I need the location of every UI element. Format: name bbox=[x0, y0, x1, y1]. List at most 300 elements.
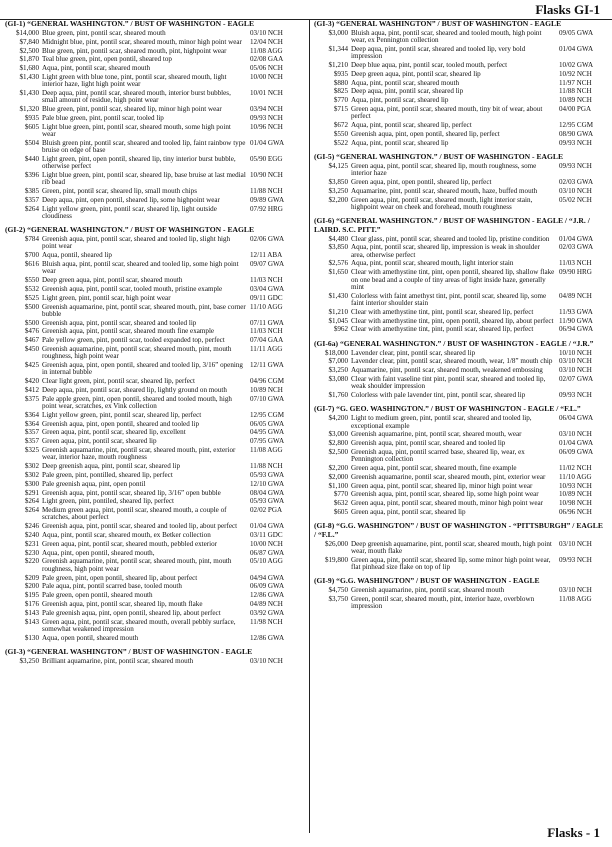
price-value: $3,250 bbox=[328, 366, 348, 375]
price-value: $3,000 bbox=[328, 28, 348, 37]
description-text: Greenish aquamarine, pint, pontil scar, sheared mouth, pint, mouth roughness, high point wear bbox=[42, 557, 232, 573]
description-text: Brilliant aquamarine, pint, pontil scar, sheared mouth bbox=[42, 656, 194, 665]
listing-entry bbox=[314, 557, 603, 572]
listing-entry bbox=[314, 46, 603, 61]
description-text: Deep aqua, pint, pontil scar, sheared mouth, interior burst bubbles, small amount of residue, high point wear bbox=[42, 88, 231, 105]
section-heading: (GI-3) “GENERAL WASHINGTON” / BUST OF WASHINGTON - EAGLE bbox=[5, 646, 253, 656]
sale-code: 07/10 GWA bbox=[250, 394, 285, 403]
listing-entry bbox=[5, 48, 294, 55]
sale-code: 10/98 NCH bbox=[559, 499, 592, 508]
price-value: $770 bbox=[333, 96, 348, 105]
price-value: $935 bbox=[24, 113, 39, 122]
sale-code: 11/93 GWA bbox=[559, 307, 593, 316]
sale-code: 01/04 GWA bbox=[559, 234, 594, 243]
description-text: Greenish aqua, pint, open pontil, sheared lip, perfect bbox=[351, 129, 500, 138]
listing-entry bbox=[5, 490, 294, 497]
listing-entry bbox=[314, 376, 603, 391]
sale-code: 03/10 NCH bbox=[250, 28, 283, 37]
description-text: Light blue green, pint, pontil scar, sheared mouth, some high point wear bbox=[42, 122, 231, 138]
sale-code: 10/01 NCH bbox=[250, 88, 283, 97]
price-value: $7,000 bbox=[328, 357, 348, 366]
description-text: Pale greenish aqua, pint, open pontil, sheared lip, about perfect bbox=[42, 608, 221, 617]
price-value: $522 bbox=[333, 138, 348, 147]
sale-code: 04/94 GWA bbox=[250, 573, 285, 582]
price-value: $550 bbox=[333, 129, 348, 138]
price-value: $525 bbox=[24, 293, 39, 302]
listing-entry bbox=[314, 587, 603, 594]
sale-code: 02/06 GWA bbox=[250, 235, 285, 244]
listing-entry bbox=[5, 498, 294, 505]
sale-code: 09/93 NCH bbox=[559, 555, 592, 564]
description-text: Aqua, pint, pontil scar, sheared mouth, ex Betker collection bbox=[42, 531, 211, 540]
description-text: Green aqua, pint, pontil scar, sheared mouth, pebbled exterior bbox=[42, 539, 218, 548]
price-value: $3,250 bbox=[328, 186, 348, 195]
description-text: Deep green aqua, pint, pontil scar, sheared lip bbox=[351, 69, 481, 78]
description-text: Medium green aqua, pint, pontil scar, sheared mouth, a couple of scratches, about perfect bbox=[42, 506, 227, 522]
sale-code: 06/94 GWA bbox=[559, 325, 594, 334]
description-text: Green aqua, pint, pontil scar, sheared lip, mouth roughness, some interior haze bbox=[351, 161, 537, 178]
listing-entry bbox=[314, 491, 603, 498]
sale-code: 03/10 NCH bbox=[250, 656, 283, 665]
listing-entry bbox=[314, 326, 603, 333]
sale-code: 05/06 NCH bbox=[250, 64, 283, 73]
price-value: $425 bbox=[24, 361, 39, 370]
sale-code: 06/96 NCH bbox=[559, 507, 592, 516]
sale-code: 11/02 NCH bbox=[559, 464, 592, 472]
price-value: $396 bbox=[24, 170, 39, 179]
description-text: Pale apple green, pint, open pontil, sheared and tooled mouth, high point wear, scratches, ex Vink collection bbox=[42, 394, 232, 411]
description-text: Pale green, open pontil, sheared mouth bbox=[42, 591, 153, 600]
price-value: $672 bbox=[333, 121, 348, 130]
listing-entry bbox=[5, 337, 294, 344]
price-value: $4,750 bbox=[328, 586, 348, 595]
listing-entry bbox=[5, 463, 294, 470]
description-text: Deep green aqua, pint, pontil scar, sheared mouth bbox=[42, 276, 183, 285]
section-heading: (GI-3) “GENERAL WASHINGTON” / BUST OF WASHINGTON - EAGLE bbox=[314, 19, 562, 28]
price-value: $632 bbox=[333, 499, 348, 508]
sale-code: 11/88 NCH bbox=[559, 87, 592, 96]
price-value: $784 bbox=[24, 235, 39, 244]
price-value: $715 bbox=[333, 105, 348, 114]
price-value: $962 bbox=[333, 325, 348, 334]
sale-code: 08/04 GWA bbox=[250, 488, 285, 497]
sale-code: 11/90 GWA bbox=[559, 316, 593, 325]
description-text: Greenish aqua, pint, pontil scar, sheared and tooled lip bbox=[42, 318, 197, 327]
description-text: Clear with amethystine tint, pint, open pontil, sheared lip, shallow flake on one bead and a couple of tiny areas of light inside haze, generally mint bbox=[351, 268, 555, 291]
sale-code: 09/93 NCH bbox=[250, 113, 283, 122]
sale-code: 02/07 GWA bbox=[559, 374, 594, 383]
listing-entry bbox=[314, 392, 603, 399]
sale-code: 10/89 NCH bbox=[250, 385, 283, 394]
description-text: Deep aqua, pint, pontil scar, sheared lip, lightly ground on mouth bbox=[42, 385, 227, 394]
description-text: Green aqua, pint, pontil scar, sheared lip bbox=[351, 507, 466, 516]
description-text: Greenish aquamarine, pint, pontil scar, sheared mouth, wear bbox=[351, 430, 522, 439]
description-text: Light to medium green, pint, pontil scar, sheared and tooled lip, exceptional example bbox=[351, 414, 532, 430]
sale-code: 09/93 NCH bbox=[559, 391, 592, 400]
price-value: $504 bbox=[24, 138, 39, 147]
description-text: Aqua, pint, pontil scar, sheared mouth bbox=[42, 64, 151, 73]
listing-entry bbox=[314, 62, 603, 69]
description-text: Greenish aqua, pint, pontil scar, sheared and tooled lip, slight high point wear bbox=[42, 235, 231, 251]
sale-code: 02/03 GWA bbox=[559, 178, 594, 187]
description-text: Greenish aqua, pint, open pontil, sheared and tooled lip, 3/16” opening in internal bubble bbox=[42, 361, 243, 377]
listing-entry bbox=[5, 197, 294, 204]
listing-entry bbox=[5, 236, 294, 251]
description-text: Green aqua, pint, pontil scar, sheared mouth, light interior stain, highpoint wear on cheek and forehead, mouth roughness bbox=[351, 195, 533, 211]
description-text: Clear with faint vaseline tint pint, pontil scar, sheared and tooled lip, weak shoulder impression bbox=[351, 374, 546, 391]
price-value: $364 bbox=[24, 410, 39, 419]
sale-code: 12/04 NCH bbox=[250, 37, 283, 46]
listing-entry bbox=[5, 30, 294, 37]
listing-entry bbox=[314, 449, 603, 464]
listing-entry bbox=[5, 156, 294, 171]
section-heading: (GI-1) “GENERAL WASHINGTON.” / BUST OF WASHINGTON - EAGLE bbox=[5, 19, 255, 28]
price-value: $2,200 bbox=[328, 195, 348, 204]
description-text: Light green, pint, pontil scar, high point wear bbox=[42, 293, 171, 302]
listing-entry bbox=[314, 596, 603, 611]
price-value: $176 bbox=[24, 599, 39, 608]
price-value: $200 bbox=[24, 582, 39, 591]
price-value: $364 bbox=[24, 419, 39, 428]
listing-entry bbox=[314, 163, 603, 178]
sale-code: 07/04 GAA bbox=[250, 336, 284, 345]
sale-code: 03/10 NCH bbox=[559, 366, 592, 375]
sale-code: 09/93 NCH bbox=[559, 138, 592, 147]
price-value: $325 bbox=[24, 446, 39, 455]
listing-entry bbox=[5, 592, 294, 599]
price-value: $825 bbox=[333, 87, 348, 96]
listing-entry bbox=[5, 115, 294, 122]
price-value: $700 bbox=[24, 251, 39, 260]
listing-entry bbox=[5, 320, 294, 327]
listing-entry bbox=[5, 286, 294, 293]
listing-entry bbox=[314, 483, 603, 490]
right-column bbox=[314, 20, 603, 611]
price-value: $412 bbox=[24, 385, 39, 394]
sale-code: 06/05 GWA bbox=[250, 419, 285, 428]
sale-code: 10/02 GWA bbox=[559, 61, 594, 70]
listing-entry bbox=[314, 244, 603, 259]
sale-code: 02/03 GWA bbox=[559, 243, 594, 252]
description-text: Green aqua, pint, pontil scar, sheared lip bbox=[42, 437, 157, 446]
listing-entry bbox=[314, 431, 603, 438]
sale-code: 05/90 EGG bbox=[250, 154, 283, 163]
sale-code: 10/00 NCH bbox=[250, 539, 283, 548]
price-value: $302 bbox=[24, 462, 39, 471]
price-value: $1,760 bbox=[328, 391, 348, 400]
listing-entry bbox=[5, 252, 294, 259]
price-value: $130 bbox=[24, 633, 39, 642]
sale-code: 03/11 GDC bbox=[250, 531, 283, 540]
price-value: $143 bbox=[24, 617, 39, 626]
listing-entry bbox=[5, 421, 294, 428]
sale-code: 11/03 NCH bbox=[250, 327, 283, 336]
description-text: Colorless with pale lavender tint, pint, pontil scar, sheared lip bbox=[351, 391, 526, 400]
description-text: Greenish aqua, pint, pontil scarred base, sheared lip, wear, ex Pennington collection bbox=[351, 447, 525, 464]
price-value: $467 bbox=[24, 336, 39, 345]
section-heading: (GI-9) “G.G. WASHINGTON” / BUST OF WASHINGTON - EAGLE bbox=[314, 576, 540, 586]
sale-code: 10/96 NCH bbox=[250, 122, 283, 131]
description-text: Aquamarine, pint, pontil scar, sheared mouth, weakened embossing bbox=[351, 366, 543, 375]
sale-code: 05/93 GWA bbox=[250, 497, 285, 506]
sale-code: 10/89 NCH bbox=[559, 490, 592, 499]
description-text: Pale yellow green, pint, pontil scar, tooled expanded top, perfect bbox=[42, 336, 225, 345]
listing-entry bbox=[5, 56, 294, 63]
listing-entry bbox=[5, 328, 294, 335]
listing-entry bbox=[5, 481, 294, 488]
sale-code: 06/09 GWA bbox=[250, 582, 285, 591]
section-heading: (GI-5) “GENERAL WASHINGTON.” / BUST OF WASHINGTON - EAGLE bbox=[314, 152, 564, 162]
sale-code: 04/96 CGM bbox=[250, 377, 285, 386]
price-value: $1,430 bbox=[328, 291, 348, 300]
listing-entry bbox=[5, 619, 294, 634]
sale-code: 08/90 GWA bbox=[559, 129, 594, 138]
listing-entry bbox=[314, 260, 603, 267]
price-value: $19,800 bbox=[324, 555, 348, 564]
sale-code: 12/86 GWA bbox=[250, 591, 285, 600]
description-text: Greenish aqua, pint, open pontil, sheared and tooled lip bbox=[42, 419, 200, 428]
sale-code: 05/02 NCH bbox=[559, 195, 592, 204]
sale-code: 11/10 AGG bbox=[559, 472, 592, 481]
sale-code: 05/93 GWA bbox=[250, 470, 285, 479]
sale-code: 10/00 NCH bbox=[250, 72, 283, 81]
price-value: $2,500 bbox=[328, 447, 348, 456]
description-text: Midnight blue, pint, pontil scar, sheared mouth, minor high point wear bbox=[42, 37, 242, 46]
sale-code: 07/95 GWA bbox=[250, 437, 285, 446]
listing-entry bbox=[314, 88, 603, 95]
price-value: $880 bbox=[333, 78, 348, 87]
sale-code: 11/88 NCH bbox=[250, 462, 283, 471]
description-text: Greenish aqua, pint, pontil scar, tooled mouth, pristine example bbox=[42, 284, 223, 293]
sale-code: 03/10 NCH bbox=[559, 186, 592, 195]
description-text: Colorless with faint amethyst tint, pint, pontil scar, sheared lip, some faint interior shoulder stain bbox=[351, 291, 547, 307]
price-value: $440 bbox=[24, 154, 39, 163]
sale-code: 06/87 GWA bbox=[250, 548, 285, 557]
price-value: $500 bbox=[24, 302, 39, 311]
sale-code: 10/93 NCH bbox=[559, 481, 592, 490]
sale-code: 03/92 GWA bbox=[250, 608, 285, 617]
description-text: Greenish aquamarine, pint, pontil scar, sheared mouth, pint, base corner bubble bbox=[42, 302, 246, 318]
listing-entry bbox=[5, 550, 294, 557]
description-text: Aqua, pint, pontil scar, sheared lip bbox=[351, 138, 449, 147]
section-heading: (GI-7) “G. GEO. WASHINGTON.” / BUST OF WASHINGTON - EAGLE / “F.L.” bbox=[314, 404, 581, 414]
description-text: Greenish aqua, pint, pontil scar, sheared lip, mouth flake bbox=[42, 599, 203, 608]
listing-entry bbox=[314, 500, 603, 507]
description-text: Green, pint, pontil scar, sheared lip, small mouth chips bbox=[42, 187, 197, 196]
listing-entry bbox=[314, 236, 603, 243]
price-value: $1,430 bbox=[19, 72, 39, 81]
listing-entry bbox=[5, 346, 294, 361]
listing-entry bbox=[314, 440, 603, 447]
description-text: Deep aqua, pint, pontil scar, sheared and tooled lip, very bold impression bbox=[351, 45, 526, 61]
description-text: Blue green, pint, pontil scar, sheared lip, minor high point wear bbox=[42, 105, 222, 114]
price-value: $500 bbox=[24, 318, 39, 327]
listing-entry bbox=[314, 293, 603, 308]
price-value: $264 bbox=[24, 506, 39, 515]
price-value: $3,850 bbox=[328, 178, 348, 187]
description-text: Green aqua, pint, open pontil, sheared lip, perfect bbox=[351, 178, 492, 187]
listing-entry bbox=[5, 65, 294, 72]
price-value: $935 bbox=[333, 69, 348, 78]
sale-code: 09/11 GDC bbox=[250, 293, 283, 302]
price-value: $385 bbox=[24, 187, 39, 196]
price-value: $605 bbox=[333, 507, 348, 516]
description-text: Pale greenish aqua, pint, open pontil bbox=[42, 479, 146, 488]
listing-entry bbox=[5, 507, 294, 522]
listing-entry bbox=[5, 277, 294, 284]
price-value: $476 bbox=[24, 327, 39, 336]
listing-entry bbox=[314, 188, 603, 195]
listing-entry bbox=[314, 197, 603, 212]
sale-code: 03/10 NCH bbox=[559, 357, 592, 366]
price-value: $450 bbox=[24, 345, 39, 353]
price-value: $1,650 bbox=[328, 268, 348, 277]
page-footer-title: Flasks - 1 bbox=[547, 825, 600, 840]
description-text: Green aqua, pint, pontil scar, sheared lip, minor high point wear bbox=[351, 481, 533, 490]
sale-code: 09/07 GWA bbox=[250, 260, 285, 269]
listing-entry bbox=[5, 106, 294, 113]
price-value: $302 bbox=[24, 470, 39, 479]
description-text: Lavender clear, pint, pontil scar, sheared mouth, wear, 1/8” mouth chip bbox=[351, 357, 553, 366]
sale-code: 11/08 AGG bbox=[250, 446, 283, 455]
sale-code: 12/11 ABA bbox=[250, 251, 283, 260]
sale-code: 07/11 GWA bbox=[250, 318, 284, 327]
listing-entry bbox=[5, 412, 294, 419]
sale-code: 11/08 AGG bbox=[559, 594, 592, 603]
description-text: Greenish aqua, pint, pontil scar, sheared and tooled lip bbox=[351, 439, 506, 448]
description-text: Clear glass, pint, pontil scar, sheared and tooled lip, pristine condition bbox=[351, 234, 550, 243]
sale-code: 03/04 GWA bbox=[250, 284, 285, 293]
listing-entry bbox=[5, 362, 294, 377]
sale-code: 11/98 NCH bbox=[250, 617, 283, 626]
description-text: Greenish aqua, pint, pontil scar, sheared and tooled lip, about perfect bbox=[42, 522, 238, 531]
sale-code: 09/93 NCH bbox=[559, 161, 592, 170]
sale-code: 03/10 NCH bbox=[559, 430, 592, 439]
sale-code: 07/92 HRG bbox=[250, 204, 283, 213]
listing-entry bbox=[314, 358, 603, 365]
sale-code: 04/89 NCH bbox=[559, 291, 592, 300]
listing-entry bbox=[314, 541, 603, 556]
price-value: $2,800 bbox=[328, 439, 348, 448]
price-value: $3,080 bbox=[328, 374, 348, 383]
description-text: Aqua, pontil, sheared lip bbox=[42, 251, 112, 260]
price-value: $240 bbox=[24, 531, 39, 540]
description-text: Aqua, pint, pontil scar, sheared lip, impression is weak in shoulder area, otherwise perfect bbox=[351, 243, 540, 259]
left-column bbox=[5, 20, 294, 665]
price-value: $264 bbox=[24, 204, 39, 213]
listing-entry bbox=[5, 583, 294, 590]
listing-entry bbox=[314, 131, 603, 138]
price-value: $357 bbox=[24, 428, 39, 437]
description-text: Greenish aquamarine, pint, pontil scar, sheared mouth, pint, exterior wear, interior haze, mouth roughness bbox=[42, 446, 236, 462]
sale-code: 11/88 NCH bbox=[250, 187, 283, 196]
listing-entry bbox=[314, 318, 603, 325]
listing-entry bbox=[5, 635, 294, 642]
description-text: Pale green, pint, pontilled, sheared lip, perfect bbox=[42, 470, 173, 479]
sale-code: 03/10 NCH bbox=[559, 539, 592, 548]
description-text: Pale blue green, pint, pontil scar, tooled lip bbox=[42, 113, 164, 122]
sale-code: 11/03 NCH bbox=[559, 259, 592, 268]
listing-entry bbox=[5, 74, 294, 89]
description-text: Green aqua, pint, pontil scar, sheared lip, excellent bbox=[42, 428, 186, 437]
price-value: $231 bbox=[24, 539, 39, 548]
description-text: Deep aqua, pint, pontil scar, sheared lip bbox=[351, 87, 464, 96]
sale-code: 11/03 NCH bbox=[250, 276, 283, 285]
sale-code: 10/92 NCH bbox=[559, 69, 592, 78]
listing-entry bbox=[314, 269, 603, 291]
price-value: $4,200 bbox=[328, 414, 348, 423]
sale-code: 09/90 HRG bbox=[559, 268, 592, 277]
description-text: Lavender clear, pint, pontil scar, sheared lip bbox=[351, 348, 476, 357]
listing-entry bbox=[314, 350, 603, 357]
sale-code: 02/08 GAA bbox=[250, 55, 284, 64]
description-text: Green, pontil scar, sheared mouth, pint, interior haze, overblown impression bbox=[351, 594, 535, 611]
description-text: Pale aqua, pint, pontil scarred base, tooled mouth bbox=[42, 582, 182, 591]
description-text: Aqua, pint, pontil scar, sheared mouth bbox=[351, 78, 460, 87]
sale-code: 10/90 NCH bbox=[250, 170, 283, 179]
description-text: Deep blue aqua, pint, pontil scar, tooled mouth, perfect bbox=[351, 61, 508, 70]
listing-entry bbox=[5, 140, 294, 155]
listing-entry bbox=[5, 601, 294, 608]
sale-code: 01/04 GWA bbox=[559, 45, 594, 53]
description-text: Clear light green, pint, pontil scar, sheared lip, perfect bbox=[42, 377, 195, 386]
sale-code: 10/10 NCH bbox=[559, 348, 592, 357]
price-value: $1,320 bbox=[19, 105, 39, 114]
price-value: $357 bbox=[24, 437, 39, 446]
listing-entry bbox=[314, 465, 603, 472]
description-text: Greenish aqua, pint, pontil scar, sheared mouth fine example bbox=[42, 327, 215, 336]
price-value: $1,680 bbox=[19, 64, 39, 73]
listing-entry bbox=[5, 532, 294, 539]
listing-entry bbox=[5, 558, 294, 573]
sale-code: 02/02 PGA bbox=[250, 506, 283, 515]
description-text: Light green, pint, open pontil, sheared lip, tiny interior burst bubble, otherwise perfect bbox=[42, 154, 236, 171]
description-text: Clear with amethystine tint, pint, open pontil, sheared lip, about perfect bbox=[351, 316, 554, 325]
sale-code: 11/08 AGG bbox=[250, 46, 283, 55]
listing-entry bbox=[314, 122, 603, 129]
price-value: $3,250 bbox=[19, 656, 39, 665]
price-value: $3,750 bbox=[328, 594, 348, 603]
description-text: Light blue green, pint, pontil scar, sheared lip, base bruise at last medial rib bead bbox=[42, 170, 246, 187]
description-text: Blue green, pint, pontil scar, sheared mouth bbox=[42, 28, 166, 37]
price-value: $4,125 bbox=[328, 161, 348, 170]
section-heading: (GI-8) “G.G. WASHINGTON” / BUST OF WASHINGTON - “PITTSBURGH” / EAGLE / “F.L.” bbox=[314, 521, 603, 539]
listing-entry bbox=[314, 179, 603, 186]
listing-entry bbox=[5, 429, 294, 436]
description-text: Bluish green pint, pontil scar, sheared and tooled lip, faint rainbow type bruise on edge of base bbox=[42, 138, 246, 155]
price-value: $1,430 bbox=[19, 88, 39, 97]
sale-code: 11/11 AGG bbox=[250, 345, 283, 353]
listing-entry bbox=[5, 261, 294, 276]
listing-entry bbox=[5, 658, 294, 665]
price-value: $209 bbox=[24, 573, 39, 582]
section-heading: (GI-6a) “GENERAL WASHINGTON.” / BUST OF WASHINGTON - EAGLE / “J.R.” bbox=[314, 338, 594, 348]
description-text: Blue green, pint, pontil scar, sheared mouth, pint, highpoint wear bbox=[42, 46, 227, 55]
listing-entry bbox=[5, 172, 294, 187]
description-text: Aqua, pint, pontil scar, sheared lip bbox=[351, 96, 449, 105]
price-value: $195 bbox=[24, 591, 39, 600]
price-value: $26,000 bbox=[324, 539, 348, 548]
price-value: $550 bbox=[24, 276, 39, 285]
listing-entry bbox=[314, 367, 603, 374]
description-text: Green aqua, pint, pontil scar, sheared mouth, overall pebbly surface, somewhat weakened impression bbox=[42, 617, 236, 633]
listing-entry bbox=[314, 30, 603, 45]
description-text: Clear with amethystine tint, pint, pontil scar, sheared lip, perfect bbox=[351, 325, 534, 334]
listing-entry bbox=[314, 509, 603, 516]
listing-entry bbox=[5, 575, 294, 582]
listing-entry bbox=[5, 438, 294, 445]
sale-code: 12/10 GWA bbox=[250, 479, 285, 488]
